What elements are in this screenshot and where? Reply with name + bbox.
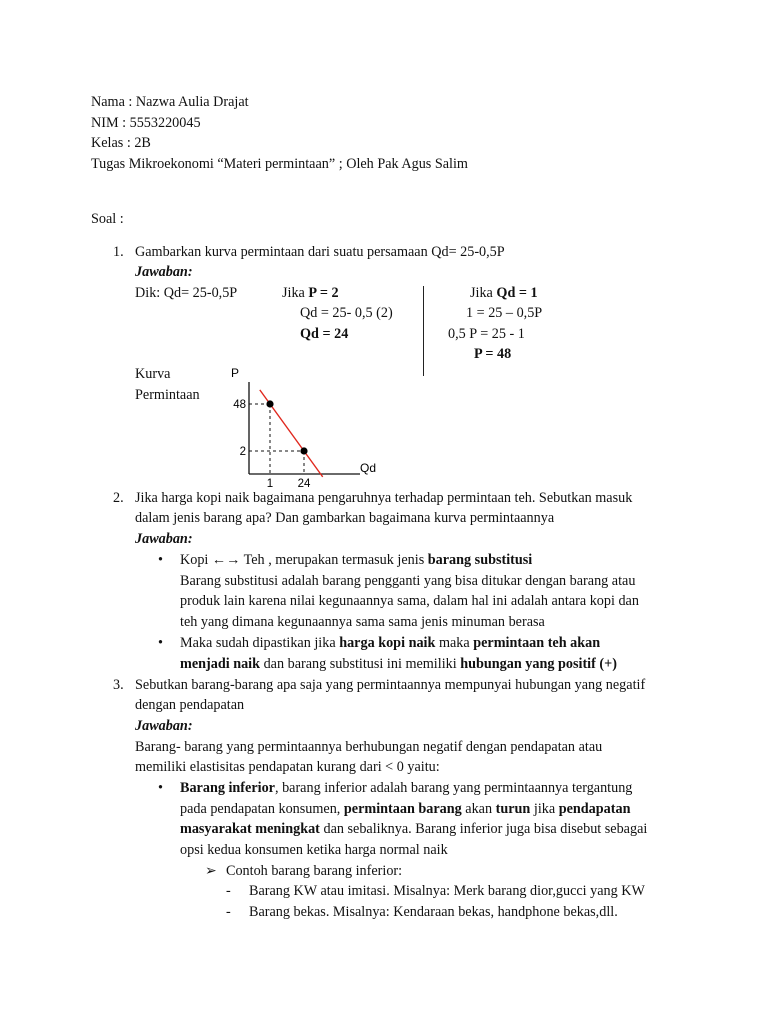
q3-bullet-line1: Barang inferior, barang inferior adalah barang yang permintaannya tergantung <box>180 780 633 796</box>
q1-jawaban: Jawaban: <box>135 264 193 280</box>
kurva-label: Kurva <box>135 366 171 382</box>
q2-question-line1: Jika harga kopi naik bagaimana pengaruhnya terhadap permintaan teh. Sebutkan masuk <box>135 490 633 506</box>
y-axis-label: P <box>231 366 240 380</box>
q2-bullet1-line2: Barang substitusi adalah barang pengganti yang bisa ditukar dengan barang atau <box>180 573 636 589</box>
assignment-title: Tugas Mikroekonomi “Materi permintaan” ; Oleh Pak Agus Salim <box>91 156 468 172</box>
y-tick-label-2: 2 <box>239 446 246 458</box>
q2-bullet2-line2: menjadi naik dan barang substitusi ini memiliki hubungan yang positif (+) <box>180 656 617 672</box>
q3-bullet-line3: masyarakat meningkat dan sebaliknya. Barang inferior juga bisa disebut sebagai <box>180 821 648 837</box>
soal-label: Soal : <box>91 211 124 227</box>
bullet-dot: • <box>158 635 163 651</box>
y-tick-label-48: 48 <box>233 399 246 411</box>
q1-p2-calc: Qd = 25- 0,5 (2) <box>300 305 393 321</box>
q2-bullet1-line3: produk lain karena nilai kegunaannya sama, dalam hal ini adalah antara kopi dan <box>180 593 639 609</box>
q1-qd1-calc: 1 = 25 – 0,5P <box>466 305 543 321</box>
q3-bullet-line2: pada pendapatan konsumen, permintaan barang akan turun jika pendapatan <box>180 801 631 817</box>
x-axis-label: Qd <box>360 461 377 475</box>
arrow-bullet-icon: ➢ <box>205 863 217 879</box>
data-point-2 <box>300 447 307 454</box>
q1-qd1-result: P = 48 <box>474 346 512 362</box>
q3-jawaban: Jawaban: <box>135 718 193 734</box>
q1-p2-result: Qd = 24 <box>300 326 349 342</box>
q3-question-line2: dengan pendapatan <box>135 697 245 713</box>
x-tick-label-1: 1 <box>266 478 274 490</box>
bidirectional-arrow-icon: ←→ <box>211 552 241 568</box>
q3-question-line1: Sebutkan barang-barang apa saja yang permintaannya mempunyai hubungan yang negatif <box>135 677 646 693</box>
q1-number: 1. <box>113 244 124 260</box>
q2-jawaban: Jawaban: <box>135 531 193 547</box>
q1-case-qd1: Jika Qd = 1 <box>470 285 538 301</box>
dash-bullet: - <box>226 904 231 920</box>
bullet-dot: • <box>158 780 163 796</box>
student-class: Kelas : 2B <box>91 135 151 151</box>
q2-number: 2. <box>113 490 124 506</box>
q1-case-p2: Jika P = 2 <box>282 285 339 301</box>
student-name: Nama : Nazwa Aulia Drajat <box>91 94 249 110</box>
bullet-dot: • <box>158 552 163 568</box>
q3-example-1: Barang KW atau imitasi. Misalnya: Merk barang dior,gucci yang KW <box>249 883 645 899</box>
q3-example-2: Barang bekas. Misalnya: Kendaraan bekas, handphone bekas,dll. <box>249 904 618 920</box>
q1-question: Gambarkan kurva permintaan dari suatu persamaan Qd= 25-0,5P <box>135 244 505 260</box>
q3-bullet-line4: opsi kedua konsumen ketika harga normal naik <box>180 842 448 858</box>
q2-bullet1-line4: teh yang dimana kegunaannya sama sama jenis minuman berasa <box>180 614 545 630</box>
q3-intro-line1: Barang- barang yang permintaannya berhubungan negatif dengan pendapatan atau <box>135 739 603 755</box>
x-tick-label-24: 24 <box>297 478 311 490</box>
q2-bullet2-line1: Maka sudah dipastikan jika harga kopi naik maka permintaan teh akan <box>180 635 601 651</box>
q1-dik: Dik: Qd= 25-0,5P <box>135 285 238 301</box>
student-nim: NIM : 5553220045 <box>91 115 201 131</box>
q1-qd1-calc2: 0,5 P = 25 - 1 <box>448 326 525 342</box>
permintaan-label: Permintaan <box>135 387 200 403</box>
q2-bullet1-line1: Kopi ←→ Teh , merupakan termasuk jenis barang substitusi <box>180 552 533 568</box>
q3-sub-label: Contoh barang barang inferior: <box>226 863 403 879</box>
q3-number: 3. <box>113 677 124 693</box>
q2-question-line2: dalam jenis barang apa? Dan gambarkan bagaimana kurva permintaannya <box>135 510 555 526</box>
q3-intro-line2: memiliki elastisitas pendapatan kurang dari < 0 yaitu: <box>135 759 440 775</box>
data-point-1 <box>266 400 273 407</box>
dash-bullet: - <box>226 883 231 899</box>
